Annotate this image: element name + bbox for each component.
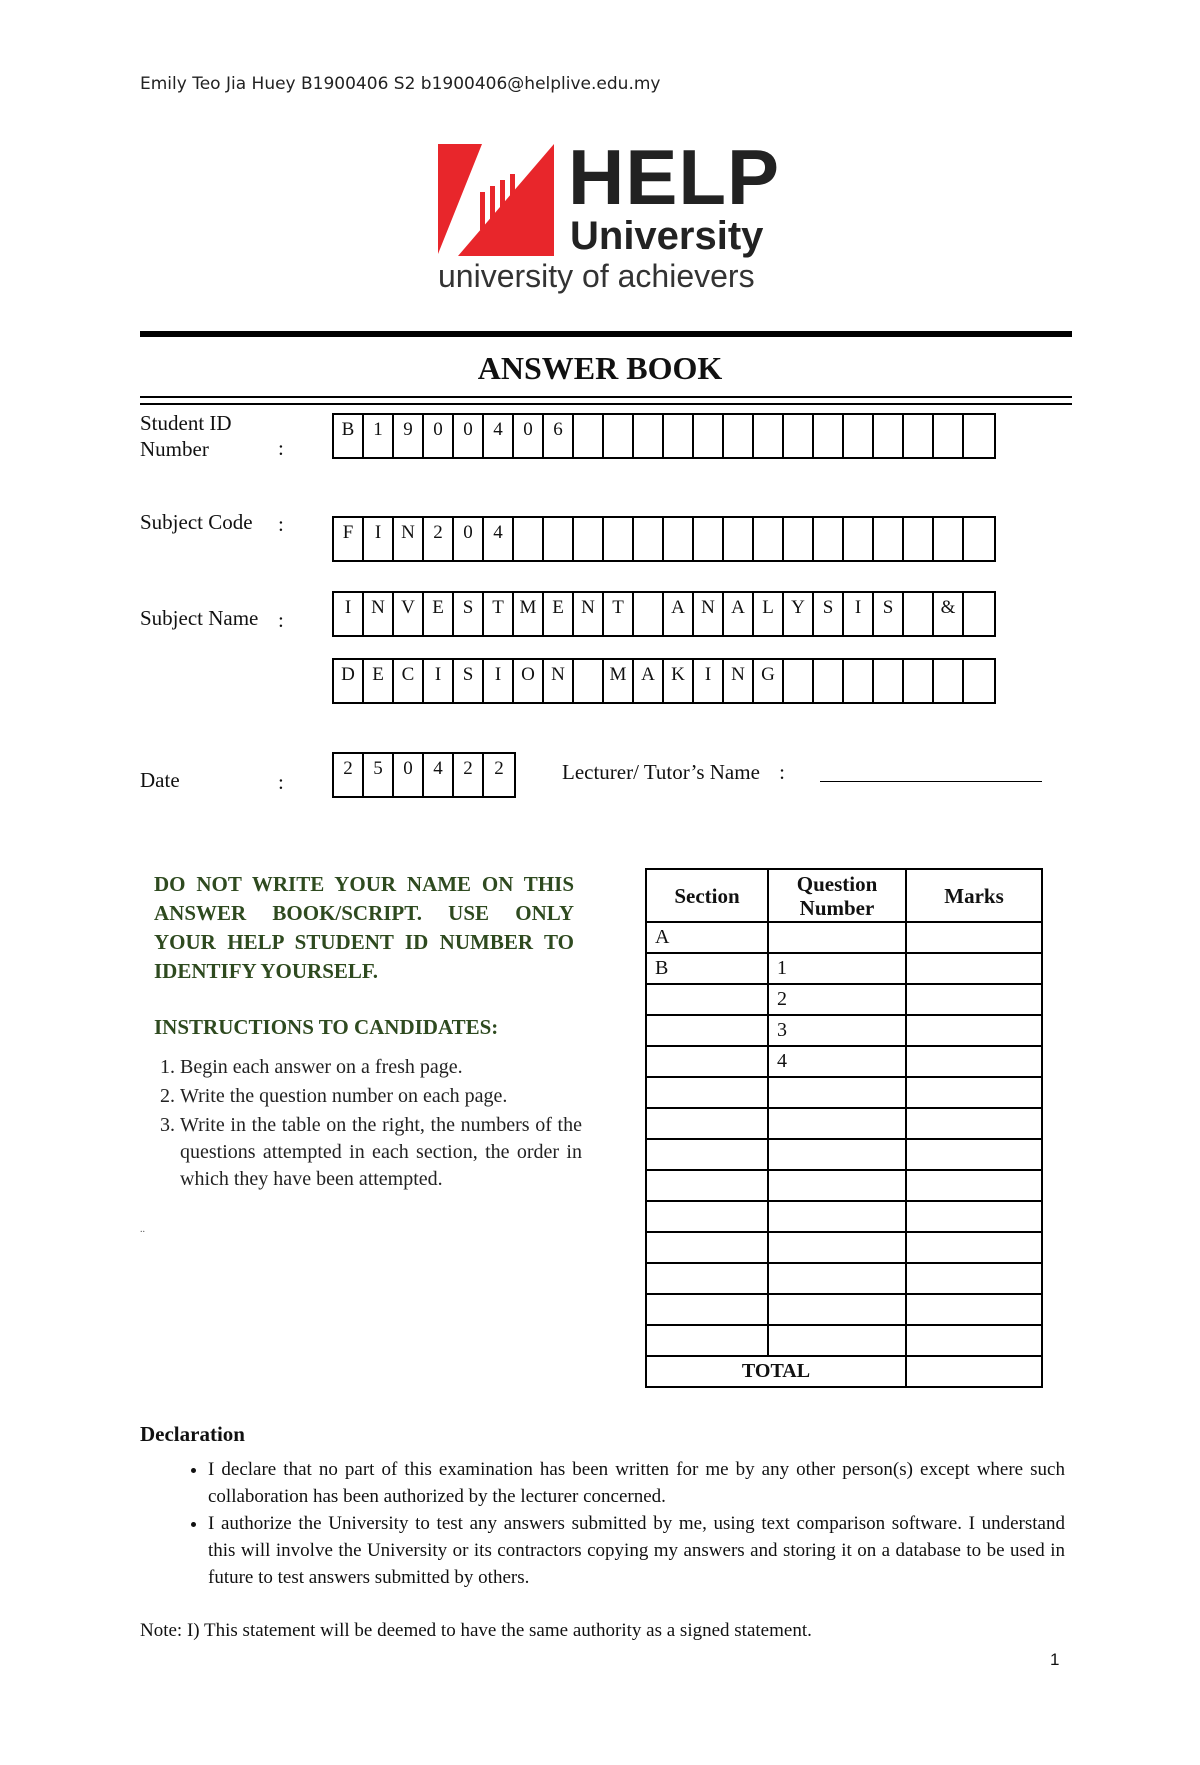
- subject-code-char-box[interactable]: 4: [484, 518, 514, 560]
- subject-name-char-box[interactable]: I: [844, 593, 874, 635]
- student-id-char-box[interactable]: [934, 415, 964, 457]
- marks-cell[interactable]: [906, 1046, 1042, 1077]
- date-char-box[interactable]: 2: [334, 754, 364, 796]
- student-id-char-box[interactable]: [604, 415, 634, 457]
- question-number-cell[interactable]: 3: [768, 1015, 906, 1046]
- section-cell[interactable]: [646, 1077, 768, 1108]
- question-number-cell[interactable]: [768, 1077, 906, 1108]
- declaration-item: • I declare that no part of this examination has been written for me by any other person(s) except where such collaboration has been authorized by the lecturer concerned.: [208, 1456, 1065, 1510]
- subject-name-char-box[interactable]: Y: [784, 593, 814, 635]
- table-row: [646, 1015, 1042, 1046]
- question-number-cell[interactable]: 1: [768, 953, 906, 984]
- subject-code-char-box[interactable]: I: [364, 518, 394, 560]
- author-header: Emily Teo Jia Huey B1900406 S2 b1900406@helplive.edu.my: [140, 74, 661, 94]
- marks-cell[interactable]: [906, 984, 1042, 1015]
- colon: :: [779, 760, 786, 784]
- subject-code-char-box[interactable]: [724, 518, 754, 560]
- subject-name-char-box[interactable]: N: [724, 660, 754, 702]
- help-university-logo: [438, 133, 781, 310]
- divider: [140, 403, 1072, 405]
- subject-code-char-box[interactable]: [754, 518, 784, 560]
- page-number: 1: [1050, 1650, 1060, 1669]
- student-id-char-box[interactable]: [634, 415, 664, 457]
- divider-thick: [140, 331, 1072, 337]
- logo-wordmark: HELP: [568, 133, 781, 221]
- date-char-box[interactable]: 4: [424, 754, 454, 796]
- section-cell[interactable]: [646, 1263, 768, 1294]
- student-id-char-box[interactable]: B: [334, 415, 364, 457]
- student-id-label-line2: Number: [140, 437, 209, 461]
- question-number-cell[interactable]: [768, 1139, 906, 1170]
- subject-name-char-box[interactable]: N: [694, 593, 724, 635]
- marks-cell[interactable]: [906, 1015, 1042, 1046]
- subject-code-boxes[interactable]: [332, 516, 996, 562]
- lecturer-label-text: Lecturer/ Tutor’s Name: [562, 760, 760, 784]
- marks-cell[interactable]: [906, 1325, 1042, 1356]
- subject-name-char-box[interactable]: N: [574, 593, 604, 635]
- declaration-heading: Declaration: [140, 1422, 245, 1446]
- date-boxes[interactable]: [332, 752, 516, 798]
- table-row: [646, 1046, 1042, 1077]
- subject-code-char-box[interactable]: [814, 518, 844, 560]
- subject-name-char-box[interactable]: E: [544, 593, 574, 635]
- help-logo-mark-icon: [438, 144, 564, 256]
- student-id-char-box[interactable]: 9: [394, 415, 424, 457]
- declaration-list: [140, 1456, 1065, 1591]
- question-number-header: Question Number: [768, 869, 906, 922]
- student-id-char-box[interactable]: [664, 415, 694, 457]
- warning-text: DO NOT WRITE YOUR NAME ON THIS ANSWER BOOK/SCRIPT. USE ONLY YOUR HELP STUDENT ID NUMBER TO IDENTIFY YOURSELF.: [154, 872, 574, 983]
- marks-cell[interactable]: [906, 1077, 1042, 1108]
- section-cell[interactable]: [646, 1294, 768, 1325]
- declaration-item: • I authorize the University to test any answers submitted by me, using text comparison software. I understand this will involve the University or its contractors copying my answers and storing it on a database to be used in future to test answers submitted by others.: [208, 1510, 1065, 1591]
- divider: [140, 396, 1072, 398]
- student-id-char-box[interactable]: [784, 415, 814, 457]
- subject-name-char-box[interactable]: I: [334, 593, 364, 635]
- instruction-item: 1. Begin each answer on a fresh page.: [180, 1054, 582, 1081]
- section-cell[interactable]: [646, 1232, 768, 1263]
- logo-subtitle: University: [570, 214, 764, 258]
- subject-name-char-box[interactable]: I: [424, 660, 454, 702]
- marks-cell[interactable]: [906, 1294, 1042, 1325]
- student-id-char-box[interactable]: [964, 415, 994, 457]
- instruction-item: 3. Write in the table on the right, the numbers of the questions attempted in each section, the order in which they have been attempted.: [180, 1112, 582, 1193]
- student-id-char-box[interactable]: [754, 415, 784, 457]
- subject-code-char-box[interactable]: [904, 518, 934, 560]
- subject-code-label: Subject Code: [140, 510, 253, 534]
- marks-cell[interactable]: [906, 1170, 1042, 1201]
- subject-name-char-box[interactable]: [844, 660, 874, 702]
- question-number-cell[interactable]: [768, 922, 906, 953]
- section-cell[interactable]: [646, 1325, 768, 1356]
- question-number-cell[interactable]: [768, 1170, 906, 1201]
- table-row: [646, 1232, 1042, 1263]
- total-label: TOTAL: [646, 1356, 906, 1387]
- subject-name-char-box[interactable]: I: [694, 660, 724, 702]
- section-cell[interactable]: [646, 1139, 768, 1170]
- table-row: [646, 984, 1042, 1015]
- student-id-char-box[interactable]: [904, 415, 934, 457]
- subject-name-char-box[interactable]: A: [664, 593, 694, 635]
- subject-code-char-box[interactable]: [604, 518, 634, 560]
- marks-cell[interactable]: [906, 1201, 1042, 1232]
- marks-table: [645, 868, 1043, 1388]
- subject-name-char-box[interactable]: E: [364, 660, 394, 702]
- question-number-cell[interactable]: [768, 1108, 906, 1139]
- colon: :: [278, 436, 284, 460]
- student-id-char-box[interactable]: 0: [454, 415, 484, 457]
- student-id-char-box[interactable]: [844, 415, 874, 457]
- student-id-label: [140, 410, 232, 462]
- student-id-char-box[interactable]: [574, 415, 604, 457]
- section-cell[interactable]: [646, 1015, 768, 1046]
- subject-name-char-box[interactable]: O: [514, 660, 544, 702]
- marks-cell[interactable]: [906, 1108, 1042, 1139]
- question-number-cell[interactable]: [768, 1294, 906, 1325]
- subject-code-char-box[interactable]: [694, 518, 724, 560]
- question-number-cell[interactable]: [768, 1325, 906, 1356]
- table-row: [646, 1139, 1042, 1170]
- date-char-box[interactable]: 0: [394, 754, 424, 796]
- subject-name-char-box[interactable]: [784, 660, 814, 702]
- instruction-item: 2. Write the question number on each page.: [180, 1083, 582, 1110]
- logo-tagline: university of achievers: [438, 258, 755, 294]
- subject-name-char-box[interactable]: [874, 660, 904, 702]
- subject-name-char-box[interactable]: M: [604, 660, 634, 702]
- question-number-cell[interactable]: 2: [768, 984, 906, 1015]
- subject-name-char-box[interactable]: M: [514, 593, 544, 635]
- section-header: Section: [646, 869, 768, 922]
- question-number-cell[interactable]: [768, 1232, 906, 1263]
- colon: :: [278, 512, 284, 536]
- subject-name-char-box[interactable]: S: [454, 593, 484, 635]
- subject-name-label: Subject Name: [140, 606, 259, 630]
- table-row: [646, 1325, 1042, 1356]
- subject-name-char-box[interactable]: L: [754, 593, 784, 635]
- subject-code-char-box[interactable]: [664, 518, 694, 560]
- student-id-boxes[interactable]: [332, 413, 996, 459]
- subject-code-char-box[interactable]: [934, 518, 964, 560]
- subject-name-char-box[interactable]: V: [394, 593, 424, 635]
- table-row: [646, 1077, 1042, 1108]
- student-id-char-box[interactable]: [874, 415, 904, 457]
- student-id-char-box[interactable]: 0: [424, 415, 454, 457]
- lecturer-name-input-line[interactable]: [820, 781, 1042, 782]
- subject-name-char-box[interactable]: N: [364, 593, 394, 635]
- question-number-cell[interactable]: [768, 1263, 906, 1294]
- marks-cell[interactable]: [906, 1139, 1042, 1170]
- instructions-heading: INSTRUCTIONS TO CANDIDATES:: [154, 1015, 499, 1039]
- subject-code-char-box[interactable]: F: [334, 518, 364, 560]
- date-char-box[interactable]: 5: [364, 754, 394, 796]
- table-row: [646, 1263, 1042, 1294]
- subject-name-char-box[interactable]: &: [934, 593, 964, 635]
- subject-name-char-box[interactable]: [964, 593, 994, 635]
- subject-name-char-box[interactable]: T: [484, 593, 514, 635]
- subject-name-char-box[interactable]: K: [664, 660, 694, 702]
- subject-name-char-box[interactable]: [904, 660, 934, 702]
- section-cell[interactable]: [646, 1108, 768, 1139]
- subject-name-char-box[interactable]: T: [604, 593, 634, 635]
- student-id-char-box[interactable]: [724, 415, 754, 457]
- subject-code-char-box[interactable]: [544, 518, 574, 560]
- section-cell[interactable]: B: [646, 953, 768, 984]
- subject-name-char-box[interactable]: I: [484, 660, 514, 702]
- student-id-char-box[interactable]: 1: [364, 415, 394, 457]
- marks-cell[interactable]: [906, 1232, 1042, 1263]
- colon: :: [278, 608, 284, 632]
- section-cell[interactable]: [646, 1201, 768, 1232]
- subject-name-char-box[interactable]: S: [454, 660, 484, 702]
- subject-name-char-box[interactable]: [634, 593, 664, 635]
- date-label: Date: [140, 768, 180, 792]
- section-cell[interactable]: [646, 1170, 768, 1201]
- subject-name-char-box[interactable]: N: [544, 660, 574, 702]
- section-cell[interactable]: A: [646, 922, 768, 953]
- table-row: [646, 1170, 1042, 1201]
- subject-name-char-box[interactable]: [814, 660, 844, 702]
- subject-name-char-box[interactable]: [964, 660, 994, 702]
- student-id-char-box[interactable]: 0: [514, 415, 544, 457]
- note-text: Note: I) This statement will be deemed to have the same authority as a signed statement.: [140, 1620, 812, 1641]
- lecturer-label: [562, 760, 785, 785]
- subject-name-boxes-line1[interactable]: [332, 591, 996, 637]
- subject-name-char-box[interactable]: A: [634, 660, 664, 702]
- marks-cell[interactable]: [906, 953, 1042, 984]
- subject-code-char-box[interactable]: [784, 518, 814, 560]
- section-cell[interactable]: [646, 1046, 768, 1077]
- table-row: [646, 922, 1042, 953]
- subject-code-char-box[interactable]: 0: [454, 518, 484, 560]
- subject-name-char-box[interactable]: [904, 593, 934, 635]
- page-title: ANSWER BOOK: [477, 350, 723, 386]
- section-cell[interactable]: [646, 984, 768, 1015]
- marks-cell[interactable]: [906, 1263, 1042, 1294]
- question-number-cell[interactable]: [768, 1201, 906, 1232]
- subject-code-char-box[interactable]: 2: [424, 518, 454, 560]
- table-row: [646, 1201, 1042, 1232]
- question-number-cell[interactable]: 4: [768, 1046, 906, 1077]
- student-id-label-line1: Student ID: [140, 411, 232, 435]
- stray-mark: ..: [140, 1224, 145, 1235]
- colon: :: [278, 770, 284, 794]
- subject-name-boxes-line2[interactable]: [332, 658, 996, 704]
- table-row: [646, 1294, 1042, 1325]
- table-row: [646, 1108, 1042, 1139]
- subject-code-char-box[interactable]: [874, 518, 904, 560]
- table-row: [646, 953, 1042, 984]
- subject-code-char-box[interactable]: N: [394, 518, 424, 560]
- marks-header: Marks: [906, 869, 1042, 922]
- subject-code-char-box[interactable]: [514, 518, 544, 560]
- subject-name-char-box[interactable]: S: [814, 593, 844, 635]
- subject-name-char-box[interactable]: A: [724, 593, 754, 635]
- subject-code-char-box[interactable]: [964, 518, 994, 560]
- student-id-char-box[interactable]: 6: [544, 415, 574, 457]
- subject-name-char-box[interactable]: C: [394, 660, 424, 702]
- subject-name-char-box[interactable]: D: [334, 660, 364, 702]
- subject-name-char-box[interactable]: [934, 660, 964, 702]
- subject-name-char-box[interactable]: E: [424, 593, 454, 635]
- date-char-box[interactable]: 2: [494, 758, 504, 779]
- student-id-char-box[interactable]: 4: [484, 415, 514, 457]
- subject-name-char-box[interactable]: S: [874, 593, 904, 635]
- student-id-char-box[interactable]: [694, 415, 724, 457]
- date-char-box[interactable]: 2: [454, 754, 484, 796]
- subject-code-char-box[interactable]: [574, 518, 604, 560]
- subject-name-char-box[interactable]: G: [754, 660, 784, 702]
- subject-code-char-box[interactable]: [844, 518, 874, 560]
- marks-cell[interactable]: [906, 922, 1042, 953]
- subject-name-char-box[interactable]: [574, 660, 604, 702]
- total-marks-cell[interactable]: [906, 1356, 1042, 1387]
- student-id-char-box[interactable]: [814, 415, 844, 457]
- instructions-list: [150, 1054, 582, 1195]
- subject-code-char-box[interactable]: [634, 518, 664, 560]
